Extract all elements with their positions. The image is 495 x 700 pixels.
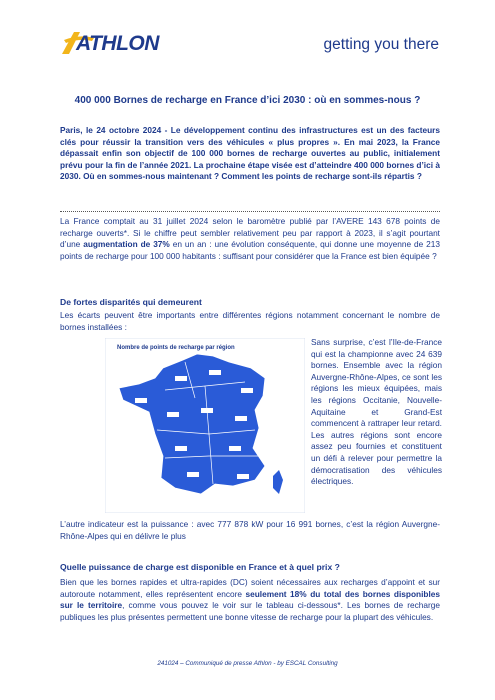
separator [60, 211, 440, 212]
paragraph-text: La France comptait au 31 juillet 2024 selon le baromètre publié par l’AVERE 143 678 points de recharge ouverts*. Si le chiffre peut sembler relativement peu par rapport à 2023, il s’agit pourtant d’une [60, 216, 440, 250]
athlon-logo [60, 28, 170, 58]
page-footer: 241024 – Communiqué de presse Athlon - by ESCAL Consulting [157, 660, 338, 667]
france-map-image [105, 338, 305, 513]
paragraph-bold: seulement 18% du total des bornes disponibles sur le territoire [60, 588, 440, 611]
paragraph-bold: augmentation de 37% [83, 239, 170, 250]
logo-text: ATHLON [76, 32, 159, 55]
paragraph-puissance: L’autre indicateur est la puissance : avec 777 878 kW pour 16 991 bornes, c’est la région Auvergne-Rhône-Alpes qui en délivre le plus [60, 519, 440, 541]
document-title: 400 000 Bornes de recharge en France d’ici 2030 : où en sommes-nous ? [74, 95, 421, 106]
map-caption: Nombre de points de recharge par région [117, 345, 235, 351]
paragraph-bornes-rapides [60, 577, 440, 623]
section-heading-disparites: De fortes disparités qui demeurent [60, 297, 202, 307]
section-heading-puissance: Quelle puissance de charge est disponible en France et à quel prix ? [60, 562, 340, 572]
paragraph-text: , comme vous pouvez le voir sur le tableau ci-dessous*. Les bornes de recharge publiques les plus présentes permettent une bonne vitesse de recharge pour la plupart des véhicules. [60, 600, 440, 622]
paragraph-text: Bien que les bornes rapides et ultra-rapides (DC) soient nécessaires aux recharges d’appoint et sur autoroute notamment, elles représentent encore [60, 577, 440, 599]
intro-paragraph: Paris, le 24 octobre 2024 - Le développement continu des infrastructures est un des facteurs clés pour réussir la transition vers des véhicules « plus propres ». En mai 2023, la France dépassait enfin son objectif de 100 000 bornes de recharge ouvertes au public, initialement prévu pour la fin de l’année 2021. La prochaine étape visée est d’atteindre 400 000 bornes d’ici à 2030. Où en sommes-nous maintenant ? Comment les points de recharge sont-ils répartis ? [60, 125, 440, 182]
paragraph-ecarts: Les écarts peuvent être importants entre différentes régions notamment concernant le nombre de bornes installées : [60, 310, 440, 332]
france-map-figure [105, 338, 305, 513]
tagline: getting you there [323, 36, 439, 53]
paragraph-ile-de-france: Sans surprise, c’est l’Ile-de-France qui est la championne avec 24 639 bornes. Ensemble avec la région Auvergne-Rhône-Alpes, ce sont les régions les mieux équipées, mais les régions Occitanie, Nouvelle-Aquitaine et Grand-Est commencent à rattraper leur retard. Les autres régions sont encore assez peu fournies et constituent un défi à relever pour permettre la démocratisation des véhicules électriques. [311, 337, 442, 487]
paragraph-barometre [60, 216, 440, 262]
paragraph-text: en un an : une évolution conséquente, qui donne une moyenne de 213 points de recharge pour 100 000 habitants : suffisant pour considérer que la France est bien équipée ? [60, 239, 441, 261]
